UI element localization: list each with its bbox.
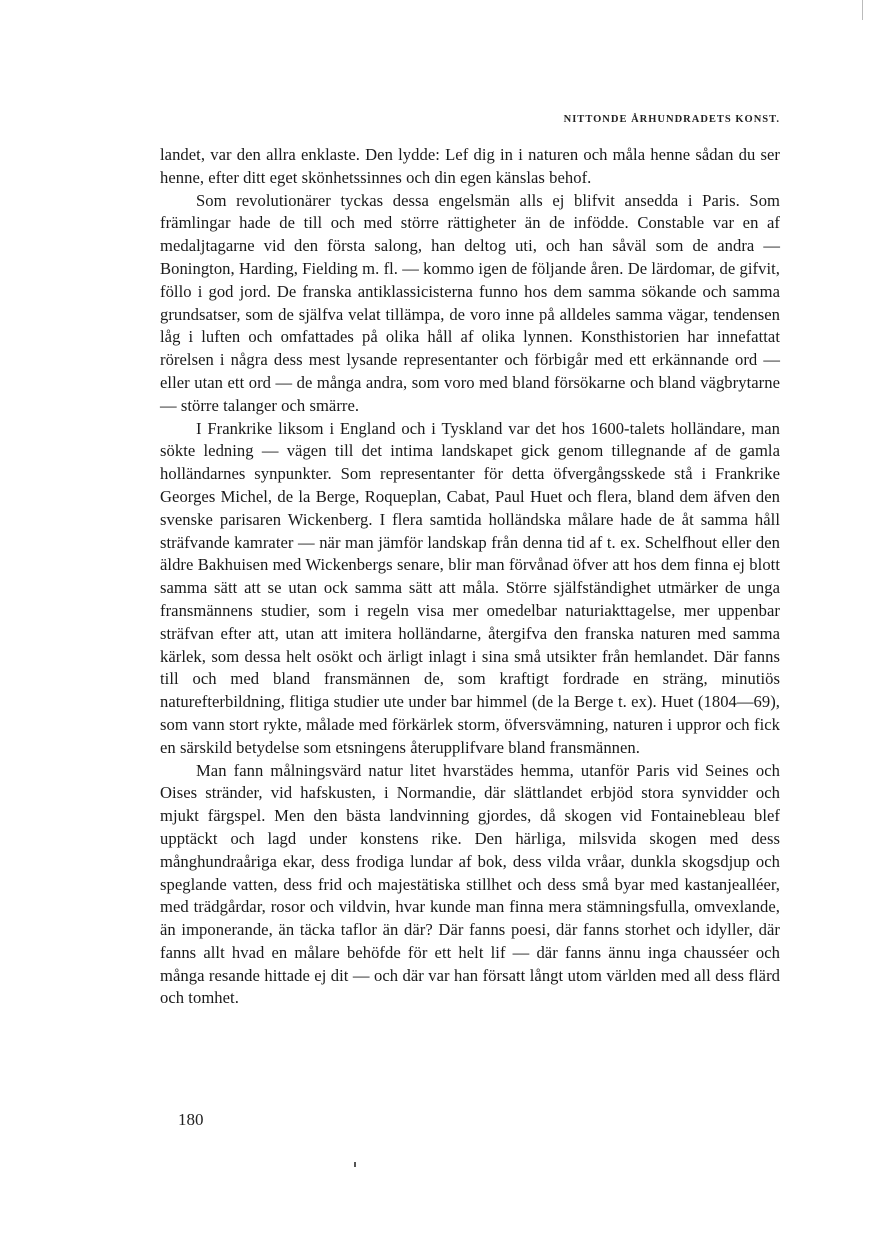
scan-speck — [354, 1162, 356, 1167]
paragraph-2: Som revolutionärer tyckas dessa engelsmän alls ej blifvit ansedda i Paris. Som främlingar hade de till och med större rättigheter än de infödde. Constable var en af medaljtagarne vid den första salong, han deltog uti, och han såväl som de andra — Bonington, Harding, Fielding m. fl. — kommo igen de följande åren. De lärdomar, de gifvit, föllo i god jord. De franska antiklassicisterna funno hos dem samma sökande och samma grundsatser, som de själfva velat tillämpa, de voro inne på alldeles samma vägar, tendensen låg i luften och omfattades på olika håll af olika lynnen. Konsthistorien har innefattat rörelsen i några dess mest lysande representanter och förbigår med ett erkännande ord — eller utan ett ord — de många andra, som voro med bland försökarne och bland vägbrytarne — större talanger och smärre. — [160, 190, 780, 415]
body-text — [160, 144, 780, 1010]
page-number: 180 — [178, 1110, 204, 1129]
scan-edge-mark — [862, 0, 863, 20]
paragraph-4: Man fann målningsvärd natur litet hvarstädes hemma, utanför Paris vid Seines och Oises stränder, vid hafskusten, i Normandie, där slättlandet erbjöd stora synvidder och mjukt färgspel. Men den bästa landvinning gjordes, då skogen vid Fontainebleau blef upptäckt och lagd under konstens rike. Den härliga, milsvida skogen med dess månghundraåriga ekar, dess frodiga lundar af bok, dess vilda vråar, dunkla skogsdjup och speglande vatten, dess frid och majestätiska stillhet och dess små byar med kastanjealléer, med trädgårdar, rosor och vildvin, hvar kunde man finna mera stämningsfulla, omvexlande, än imponerande, än täcka taflor än där? Där fanns poesi, där fanns storhet och idyller, där fanns allt hvad en målare behöfde för ett helt lif — där fanns ännu inga chausséer och många resande hittade ej dit — och där var han försatt långt utom världen med all dess flärd och tomhet. — [160, 760, 780, 1008]
running-head: NITTONDE ÅRHUNDRADETS KONST. — [563, 114, 780, 125]
paragraph-1: landet, var den allra enklaste. Den lydde: Lef dig in i naturen och måla henne sådan du ser henne, efter ditt eget skönhetssinnes och din egen känslas behof. — [160, 145, 780, 187]
paragraph-3: I Frankrike liksom i England och i Tyskland var det hos 1600-talets holländare, man sökte ledning — vägen till det intima landskapet gick genom tillegnande af de gamla holländarnes synpunkter. Som representanter för detta öfvergångsskede stå i Frankrike Georges Michel, de la Berge, Roqueplan, Cabat, Paul Huet och flera, bland dem äfven den svenske parisaren Wickenberg. I flera samtida holländska målare hade de åt samma håll sträfvande kamrater — när man jämför landskap från denna tid af t. ex. Schelfhout eller den äldre Bakhuisen med Wickenbergs senare, blir man förvånad öfver att hos dem finna ej blott samma sätt att se utan ock samma sätt att måla. Större själfständighet utmärker de unga fransmännens studier, som i regeln visa mer omedelbar naturiakttagelse, mer uppenbar sträfvan efter att, utan att imitera holländarne, återgifva den franska naturen med samma kärlek, som dessa helt osökt och ärligt inlagt i sina små utsikter från hemlandet. Där fanns till och med bland fransmännen de, som kraftigt fordrade en sträng, minutiös naturefterbildning, flitiga studier ute under bar himmel (de la Berge t. ex). Huet (1804—69), som vann stort rykte, målade med förkärlek storm, öfversvämning, naturen i uppror och fick en särskild betydelse som etsningens återupplifvare bland fransmännen. — [160, 418, 780, 757]
